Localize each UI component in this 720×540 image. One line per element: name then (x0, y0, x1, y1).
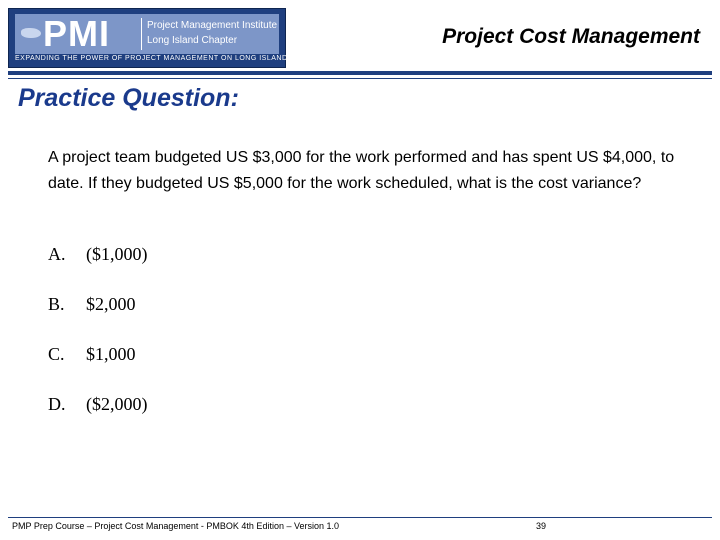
option-letter: D. (48, 394, 66, 414)
logo-panel (15, 14, 279, 54)
option-text: ($2,000) (86, 394, 148, 414)
long-island-map-icon (21, 28, 41, 38)
header-rule-thin (8, 78, 712, 79)
pmi-logo (8, 8, 286, 68)
slide-title: Practice Question: (18, 84, 239, 112)
option-a (48, 244, 148, 265)
logo-mark: PMI (43, 13, 111, 54)
footer-text: PMP Prep Course – Project Cost Management - PMBOK 4th Edition – Version 1.0 (12, 521, 339, 531)
logo-tagline: EXPANDING THE POWER OF PROJECT MANAGEMENT ON LONG ISLAND (15, 55, 288, 62)
logo-divider (141, 18, 142, 50)
logo-org-name: Project Management Institute (147, 20, 278, 31)
option-d (48, 394, 148, 415)
option-c (48, 344, 136, 365)
question-text: A project team budgeted US $3,000 for the work performed and has spent US $4,000, to date. If they budgeted US $5,000 for the work scheduled, what is the cost variance? (48, 149, 675, 192)
option-letter: A. (48, 244, 66, 264)
page-number: 39 (536, 521, 547, 531)
logo-chapter-name: Long Island Chapter (147, 35, 238, 46)
header-title: Project Cost Management (442, 25, 700, 48)
option-text: $1,000 (86, 344, 136, 364)
option-letter: B. (48, 294, 65, 314)
header-rule-thick (8, 71, 712, 75)
option-letter: C. (48, 344, 65, 364)
option-text: ($1,000) (86, 244, 148, 264)
option-b (48, 294, 136, 315)
footer-rule (8, 517, 712, 518)
option-text: $2,000 (86, 294, 136, 314)
